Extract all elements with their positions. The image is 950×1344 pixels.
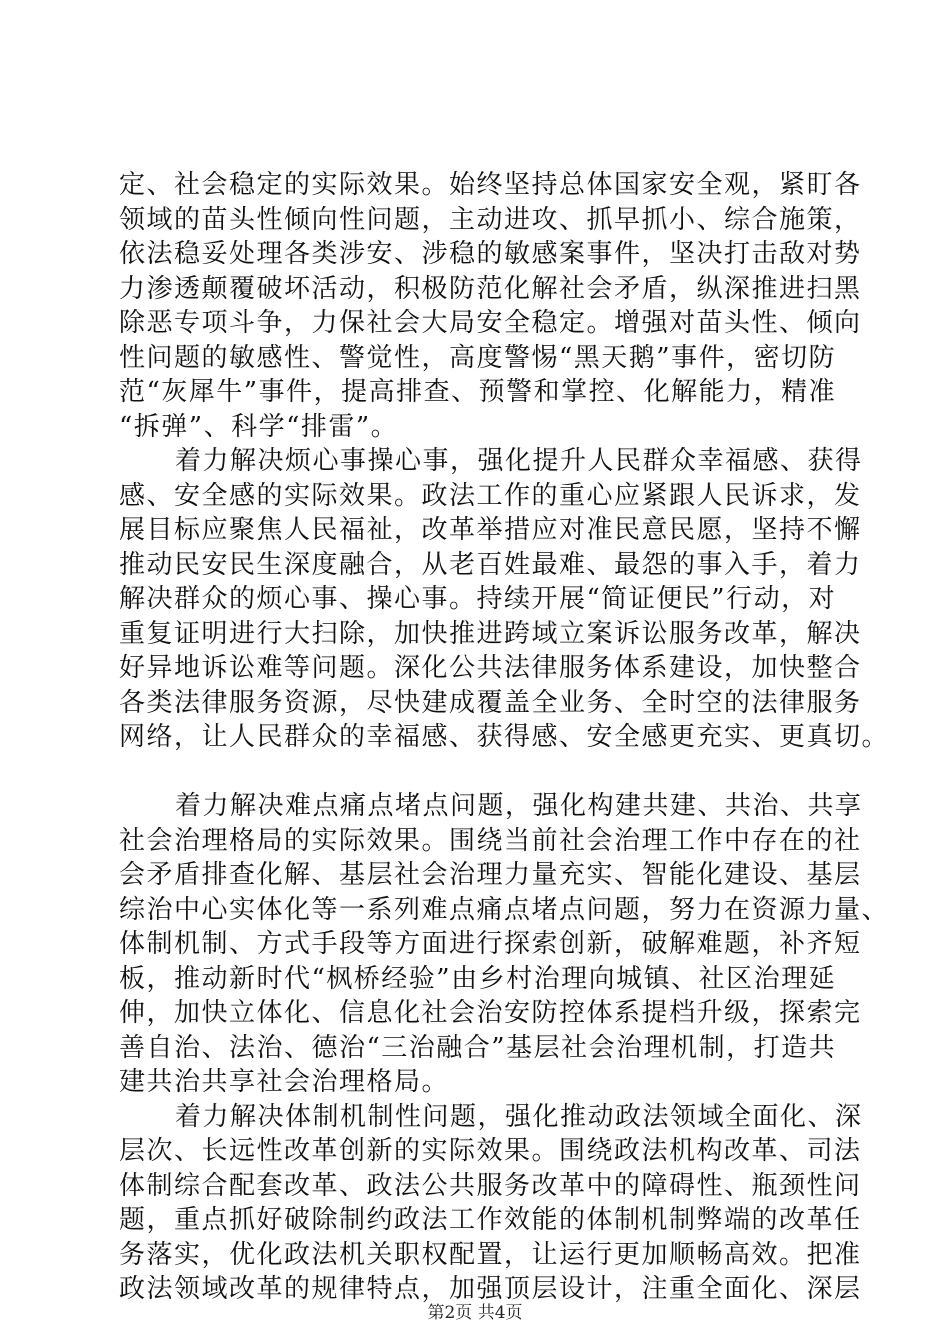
text-line: 着力解决烦心事操心事，强化提升人民群众幸福感、获得 — [175, 446, 863, 476]
paragraph — [119, 444, 890, 755]
text-line: 除恶专项斗争，力保社会大局安全稳定。增强对苗头性、倾向 — [119, 308, 862, 338]
blank-line — [119, 755, 834, 790]
text-line: 伸，加快立体化、信息化社会治安防控体系提档升级，探索完 — [119, 998, 862, 1028]
text-line: 体制机制、方式手段等方面进行探索创新，破解难题，补齐短 — [119, 929, 862, 959]
text-line: 性问题的敏感性、警觉性，高度警惕“黑天鹅”事件，密切防 — [119, 342, 837, 373]
text-line: 体制综合配套改革、政法公共服务改革中的障碍性、瓶颈性问 — [119, 1170, 862, 1201]
text-line: 感、安全感的实际效果。政法工作的重心应紧跟人民诉求，发 — [119, 480, 862, 511]
text-line: 网络，让人民群众的幸福感、获得感、安全感更充实、更真切。 — [119, 722, 890, 752]
page-footer: 第2页 共4页 — [427, 1303, 523, 1323]
text-line: 各类法律服务资源，尽快建成覆盖全业务、全时空的法律服务 — [119, 687, 862, 718]
text-line: 着力解决体制机制性问题，强化推动政法领域全面化、深 — [175, 1101, 863, 1132]
text-line: 会矛盾排查化解、基层社会治理力量充实、智能化建设、基层 — [119, 860, 862, 890]
paragraph — [119, 1100, 863, 1307]
text-line: 展目标应聚焦人民福祉，改革举措应对准民意民愿，坚持不懈 — [119, 515, 862, 545]
text-line: 重复证明进行大扫除，加快推进跨域立案诉讼服务改革，解决 — [119, 618, 862, 649]
text-line: 题，重点抓好破除制约政法工作效能的体制机制弊端的改革任 — [119, 1205, 862, 1235]
text-line: 好异地诉讼难等问题。深化公共法律服务体系建设，加快整合 — [119, 653, 862, 683]
text-line: 力渗透颠覆破坏活动，积极防范化解社会矛盾，纵深推进扫黑 — [119, 273, 862, 304]
text-line: 着力解决难点痛点堵点问题，强化构建共建、共治、共享 — [175, 791, 863, 821]
text-line: 政法领域改革的规律特点，加强顶层设计，注重全面化、深层 — [119, 1274, 862, 1304]
text-line: 建共治共享社会治理格局。 — [119, 1067, 450, 1097]
text-line: 解决群众的烦心事、操心事。持续开展“简证便民”行动，对 — [119, 584, 837, 614]
text-line: “拆弹”、科学“排雷”。 — [119, 411, 399, 442]
text-line: 层次、长远性改革创新的实际效果。围绕政法机构改革、司法 — [119, 1136, 862, 1166]
text-line: 定、社会稳定的实际效果。始终坚持总体国家安全观，紧盯各 — [119, 170, 862, 200]
text-line: 板，推动新时代“枫桥经验”由乡村治理向城镇、社区治理延 — [119, 963, 837, 994]
text-line: 综治中心实体化等一系列难点痛点堵点问题，努力在资源力量、 — [119, 894, 890, 925]
text-line: 务落实，优化政法机关职权配置，让运行更加顺畅高效。把准 — [119, 1239, 862, 1270]
text-line: 社会治理格局的实际效果。围绕当前社会治理工作中存在的社 — [119, 825, 862, 856]
document-body — [119, 168, 890, 1307]
text-line: 善自治、法治、德治“三治融合”基层社会治理机制，打造共 — [119, 1032, 837, 1063]
text-line: 领域的苗头性倾向性问题，主动进攻、抓早抓小、综合施策， — [119, 204, 862, 235]
text-line: 依法稳妥处理各类涉安、涉稳的敏感案事件，坚决打击敌对势 — [119, 239, 862, 269]
text-line: 推动民安民生深度融合，从老百姓最难、最怨的事入手，着力 — [119, 549, 862, 580]
paragraph — [119, 168, 862, 444]
paragraph — [119, 789, 890, 1100]
text-line: 范“灰犀牛”事件，提高排查、预警和掌控、化解能力，精准 — [119, 377, 837, 407]
